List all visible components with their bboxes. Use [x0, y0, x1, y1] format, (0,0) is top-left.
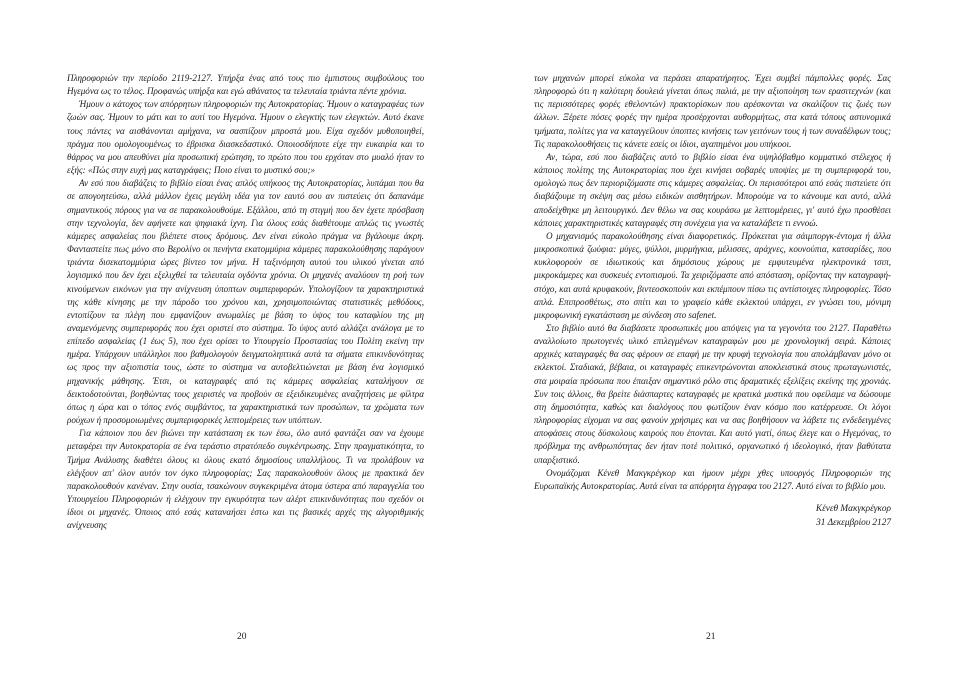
signature-block: [534, 503, 891, 530]
paragraph: Ήμουν ο κάτοχος των απόρρητων πληροφοριών της Αυτοκρατορίας. Ήμουν ο καταγραφέας των ζωών σας. Ήμουν το μάτι και το αυτί του Ηγεμόνα. Ήμουν ο ελεγκτής των ελεγκτών. Αυτό έκανε τους πάντες να αισθάνονται αμήχανα, να σασπίζουν μπροστά μου. Είχα σχεδόν μυθοποιηθεί, πράγμα που ομολογουμένως το έβρισκα διασκεδαστικό. Οποιοσδήποτε είχε την ευκαιρία και το θάρρος να μου απευθύνει μία προσωπική ερώτηση, το πρώτο που του ερχόταν στο μυαλό ήταν το εξής: «Πώς στην ευχή μας καταγράφεις; Ποιο είναι το μυστικό σου;»: [67, 99, 424, 176]
paragraph: Αν, τώρα, εσύ που διαβάζεις αυτό το βιβλίο είσαι ένα υψηλόβαθμο κομματικό στέλεχος ή κάποιος πολίτης της Αυτοκρατορίας που έχει κινήσει σοβαρές υποψίες με τη συμπεριφορά του, ομολογώ πως δεν περιοριζόμαστε στις κάμερες ασφαλείας. Οι περισσότεροι από εσάς πιστεύετε ότι διαβάζουμε τη σκέψη σας μέσω ειδικών αισθητήρων. Μπορούμε να το κάνουμε και αυτό, αλλά αποδείχθηκε μη λειτουργικό. Δεν θέλω να σας κουράσω με λεπτομέρειες, γι' αυτό έχω προσθέσει κάποιες χαρακτηριστικές καταγραφές στη συνέχεια για να καταλάβετε τι εννοώ.: [534, 151, 891, 228]
right-page: [483, 0, 966, 680]
signature-name: Κένεθ Μακγκρέγκορ: [815, 504, 891, 514]
paragraph: των μηχανών μπορεί εύκολα να περάσει απαρατήρητος. Έχει συμβεί πάμπολλες φορές. Σας πληροφορώ ότι η καλύτερη δουλειά γίνεται όπως παλιά, με την αξιοποίηση των ερασιτεχνών (και τις περισσότερες φορές εθελοντών) πρακτορίσκων που αρέσκονται να σκαλίζουν τις ζωές των άλλων. Ξέρετε πόσες φορές την ημέρα προσέρχονται αυθορμήτως, στα κατά τόπους αστυνομικά τμήματα, πολίτες για να καταγγείλουν ύποπτες κινήσεις των γειτόνων τους ή των συναδέλφων τους; Τις παρακολουθήσεις τις κάνετε εσείς οι ίδιοι, αγαπημένοι μου υπήκοοι.: [534, 73, 891, 149]
right-page-text: [534, 72, 891, 530]
paragraph: Αν εσύ που διαβάζεις το βιβλίο είσαι ένας απλός υπήκοος της Αυτοκρατορίας, λυπάμαι που θα σε απογοητεύσω, αλλά μάλλον έχεις μεγάλη ιδέα για τον εαυτό σου αν πιστεύεις ότι δαπανάμε σημαντικούς πόρους για να σε παρακολουθούμε. Εξάλλου, από τη στιγμή που δεν έχετε πρόσβαση στην τεχνολογία, δεν αφήνετε και ψηφιακά ίχνη. Για όλους εσάς διαθέτουμε απλώς τις γνωστές κάμερες ασφαλείας που βλέπετε στους δρόμους. Δεν είναι εύκολο πράγμα να βγάλουμε άκρη. Φανταστείτε πως μόνο στο Βερολίνο οι πενήντα εκατομμύρια κάμερες παρακολούθησης παράγουν τριάντα δισεκατομμύρια ώρες βίντεο τον μήνα. Η ταξινόμηση αυτού του υλικού γίνεται από λογισμικό που δεν έχει εξελιχθεί τα τελευταία ογδόντα χρόνια. Οι μηχανές αναλύουν τη ροή των κινούμενων εικόνων για την ανίχνευση ύποπτων συμπεριφορών. Υπολογίζουν τα χαρακτηριστικά της κάθε κίνησης με την πάροδο του χρόνου και, χρησιμοποιώντας στατιστικές μεθόδους, εντοπίζουν τα πλέγη που εμφανίζουν ανωμαλίες με βάση το ύψος του καταφλίου της μη αναμενόμενης συμπεριφοράς που έχει οριστεί στο σύστημα. Το ύψος αυτό αλλάζει ανάλογα με το επίπεδο ασφαλείας (1 έως 5), που έχει ορίσει το Υπουργείο Προστασίας του Πολίτη εκείνη την ημέρα. Υπάρχουν υπάλληλοι που βαθμολογούν δειγματοληπτικά αυτά τα σήματα επικινδυνότητας ως προς την αξιοπιστία τους, ώστε το σύστημα να αυτοβελτιώνεται με βάση ένα λογισμικό μηχανικής μάθησης. Έτσι, οι καταγραφές από τις κάμερες ασφαλείας καταλήγουν σε δεικτοδοτούνται, βοηθώντας τους χειριστές να προβούν σε εξειδικευμένες αναζητήσεις με φίλτρα όπως η ώρα και ο τόπος ενός συμβάντος, τα χαρακτηριστικά των προσώπων, τα χρώματα των ρούχων ή προσομοιωμένες συμπεριφορικές λεπτομέρειες των υπόπτων.: [67, 178, 424, 426]
paragraph: Ονομάζομαι Κένεθ Μακγκρέγκορ και ήμουν μέχρι χθες υπουργός Πληροφοριών της Ευρωπαϊκής Αυτοκρατορίας. Αυτά είναι τα απόρρητα έγγραφα του 2127. Αυτό είναι το βιβλίο μου.: [534, 467, 891, 491]
left-page-text: [67, 72, 424, 532]
paragraph: Για κάποιον που δεν βιώνει την κατάσταση εκ των έσω, όλο αυτό φαντάζει σαν να έχουμε μεταφέρει την Αυτοκρατορία σε ένα τεράστιο στρατόπεδο συγκέντρωσης. Στην πραγματικότητα, το Τμήμα Ανάλυσης διαθέτει όλους κι όλους εκατό δημοσίους υπαλλήλους. Τι να προλάβουν να ελέγξουν απ' όλον αυτόν τον όγκο πληροφορίας; Σας παρακολουθούν όλους με πρακτικά δεν παρακολουθούν κανέναν. Στην ουσία, τσακώνουν συγκεκριμένα άτομα ύστερα από παραγγελία του Υπουργείου Πληροφοριών ή ελέγχουν την εγκυρότητα των αλέρτ επικινδυνότητας που σχεδόν οι ίδιοι οι μηχανές. Όποιος από εσάς καταναήσει έστω και τις βασικές αρχές της αλγοριθμικής ανίχνευσης: [67, 428, 424, 531]
paragraph: Ο μηχανισμός παρακολούθησης είναι διαφορετικός. Πρόκειται για σάιμποργκ-έντομα ή άλλα μικροσκοπικά ζωύφια: μύγες, ψύλλοι, μυρμήγκια, μέλισσες, αράχνες, κουνούπια, κατσαρίδες, που κυκλοφορούν σε ιδιωτικούς και δημόσιους χώρους με εμφυτευμένα ηλεκτρονικά τσιπ, μικροκάμερες και συσκευές εντοπισμού. Τα χειριζόμαστε από απόσταση, ορίζοντας την καταγραφή-στόχο, και αυτά κρυφακούν, βιντεοσκοπούν και εκπέμπουν πίσω τις αντίστοιχες πληροφορίες. Τόσο απλά. Επιπροσθέτως, στο σπίτι και το γραφείο κάθε εκλεκτού υπάρχει, εν γνώσει του, μόνιμη μικροφωνική εγκατάσταση με σύνδεση στο safenet.: [534, 230, 891, 320]
signature-date: 31 Δεκεμβρίου 2127: [816, 517, 891, 528]
paragraph: Στο βιβλίο αυτό θα διαβάσετε προσωπικές μου απόψεις για τα γεγονότα του 2127. Παραθέτω αναλλοίωτο πρωτογενές υλικό επιλεγμένων καταγραφών μου με χρονολογική σειρά. Κάποιες αρχικές καταγραφές θα σας φέρουν σε επαφή με την κρυφή τεχνολογία που απολάμβαναν μόνο οι εκλεκτοί. Σταδιακά, βέβαια, οι καταγραφές επικεντρώνονται αποκλειστικά στους πρωταγωνιστές, στα μοιραία πρόσωπα που έπαιξαν σημαντικό ρόλο στις δραματικές εξελίξεις εκείνης της χρονιάς. Συν τοις άλλοις, θα βρείτε διάσπαρτες καταγραφές με κρατικά μυστικά που οφείλαμε να δώσουμε στη δημοσιότητα, καθώς και διαλόγους που φωτίζουν έναν κόσμο που κατέρρευσε. Οι λόγοι πληροφορίας είχομαι να σας φανούν χρήσιμες και να σας βοηθήσουν να λάβετε τις ενδεδειγμένες αποφάσεις στους δύσκολους καιρούς που έπονται. Και αυτό γιατί, όπως έλεγε και ο Ηγεμόνας, το πρόβλημα της ανθρωπότητας δεν ήταν ποτέ πολιτικό, οργανωτικό ή ιδεολογικό, ήταν βαθύτατα υπαρξιστικό.: [534, 322, 891, 465]
page-number: 21: [706, 632, 716, 642]
page-number: 20: [237, 632, 247, 642]
paragraph: Πληροφοριών την περίοδο 2119-2127. Υπήρξα ένας από τους πιο έμπιστους συμβούλους του Ηγεμόνα ως το τέλος. Προφανώς υπήρξα και εγώ αθάνατος τα τελευταία τριάντα πέντε χρόνια.: [67, 73, 424, 97]
